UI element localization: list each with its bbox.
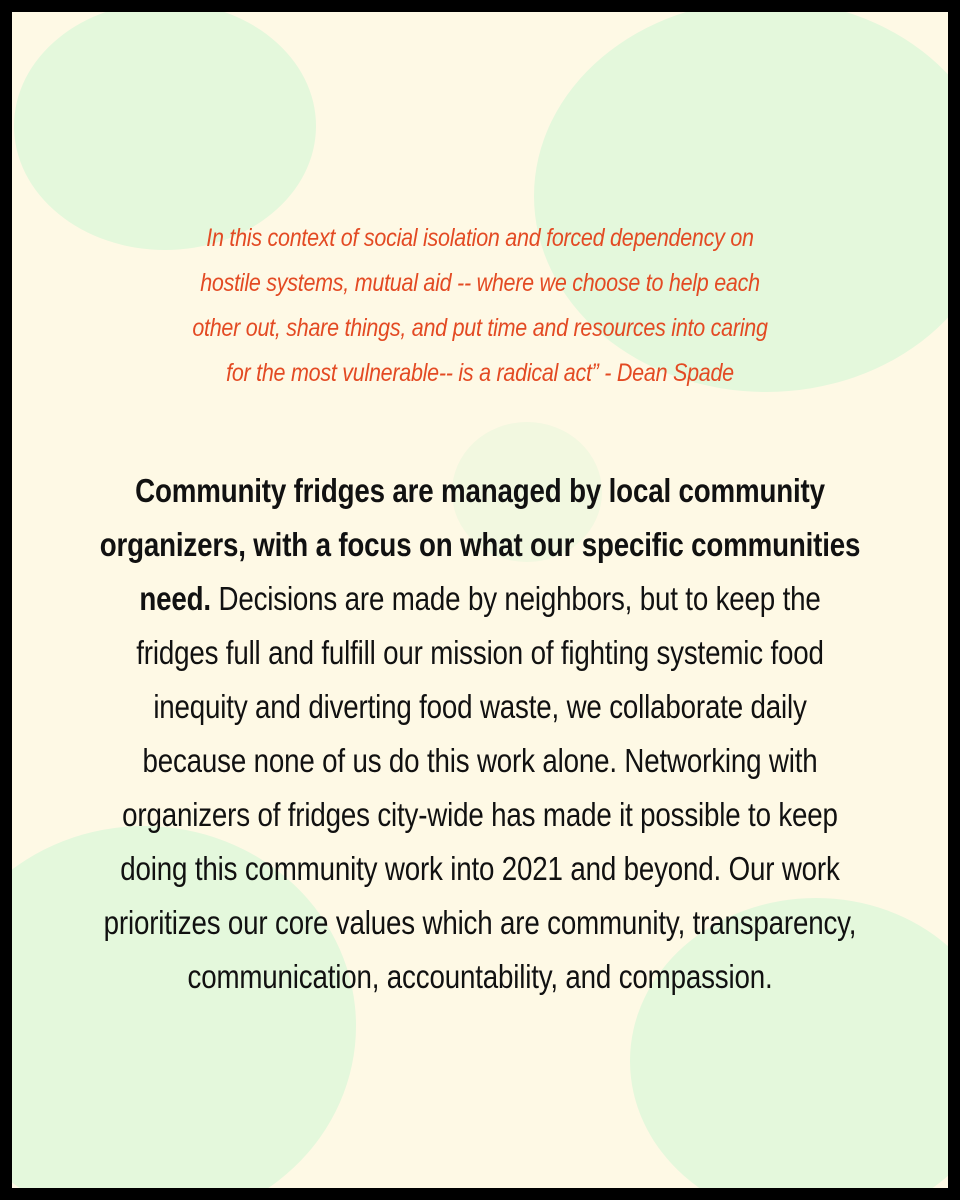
body-paragraph xyxy=(99,464,862,1004)
body-lead-bold: Community fridges are managed by local community organizers, with a focus on what our specific communities need. xyxy=(99,472,861,617)
poster-content xyxy=(12,12,948,1188)
quote-text: In this context of social isolation and forced dependency on hostile systems, mutual aid -- where we choose to help each other out, share things, and put time and resources into caring for the most vulnerable-- is a radical act” - Dean Spade xyxy=(192,224,768,387)
body-rest: Decisions are made by neighbors, but to keep the fridges full and fulfill our mission of fighting systemic food inequity and diverting food waste, we collaborate daily because none of us do this work alone. Networking with organizers of fridges city-wide has made it possible to keep doing this community work into 2021 and beyond. Our work prioritizes our core values which are community, transparency, communication, accountability, and compassion. xyxy=(103,580,857,995)
poster-frame xyxy=(12,12,948,1188)
